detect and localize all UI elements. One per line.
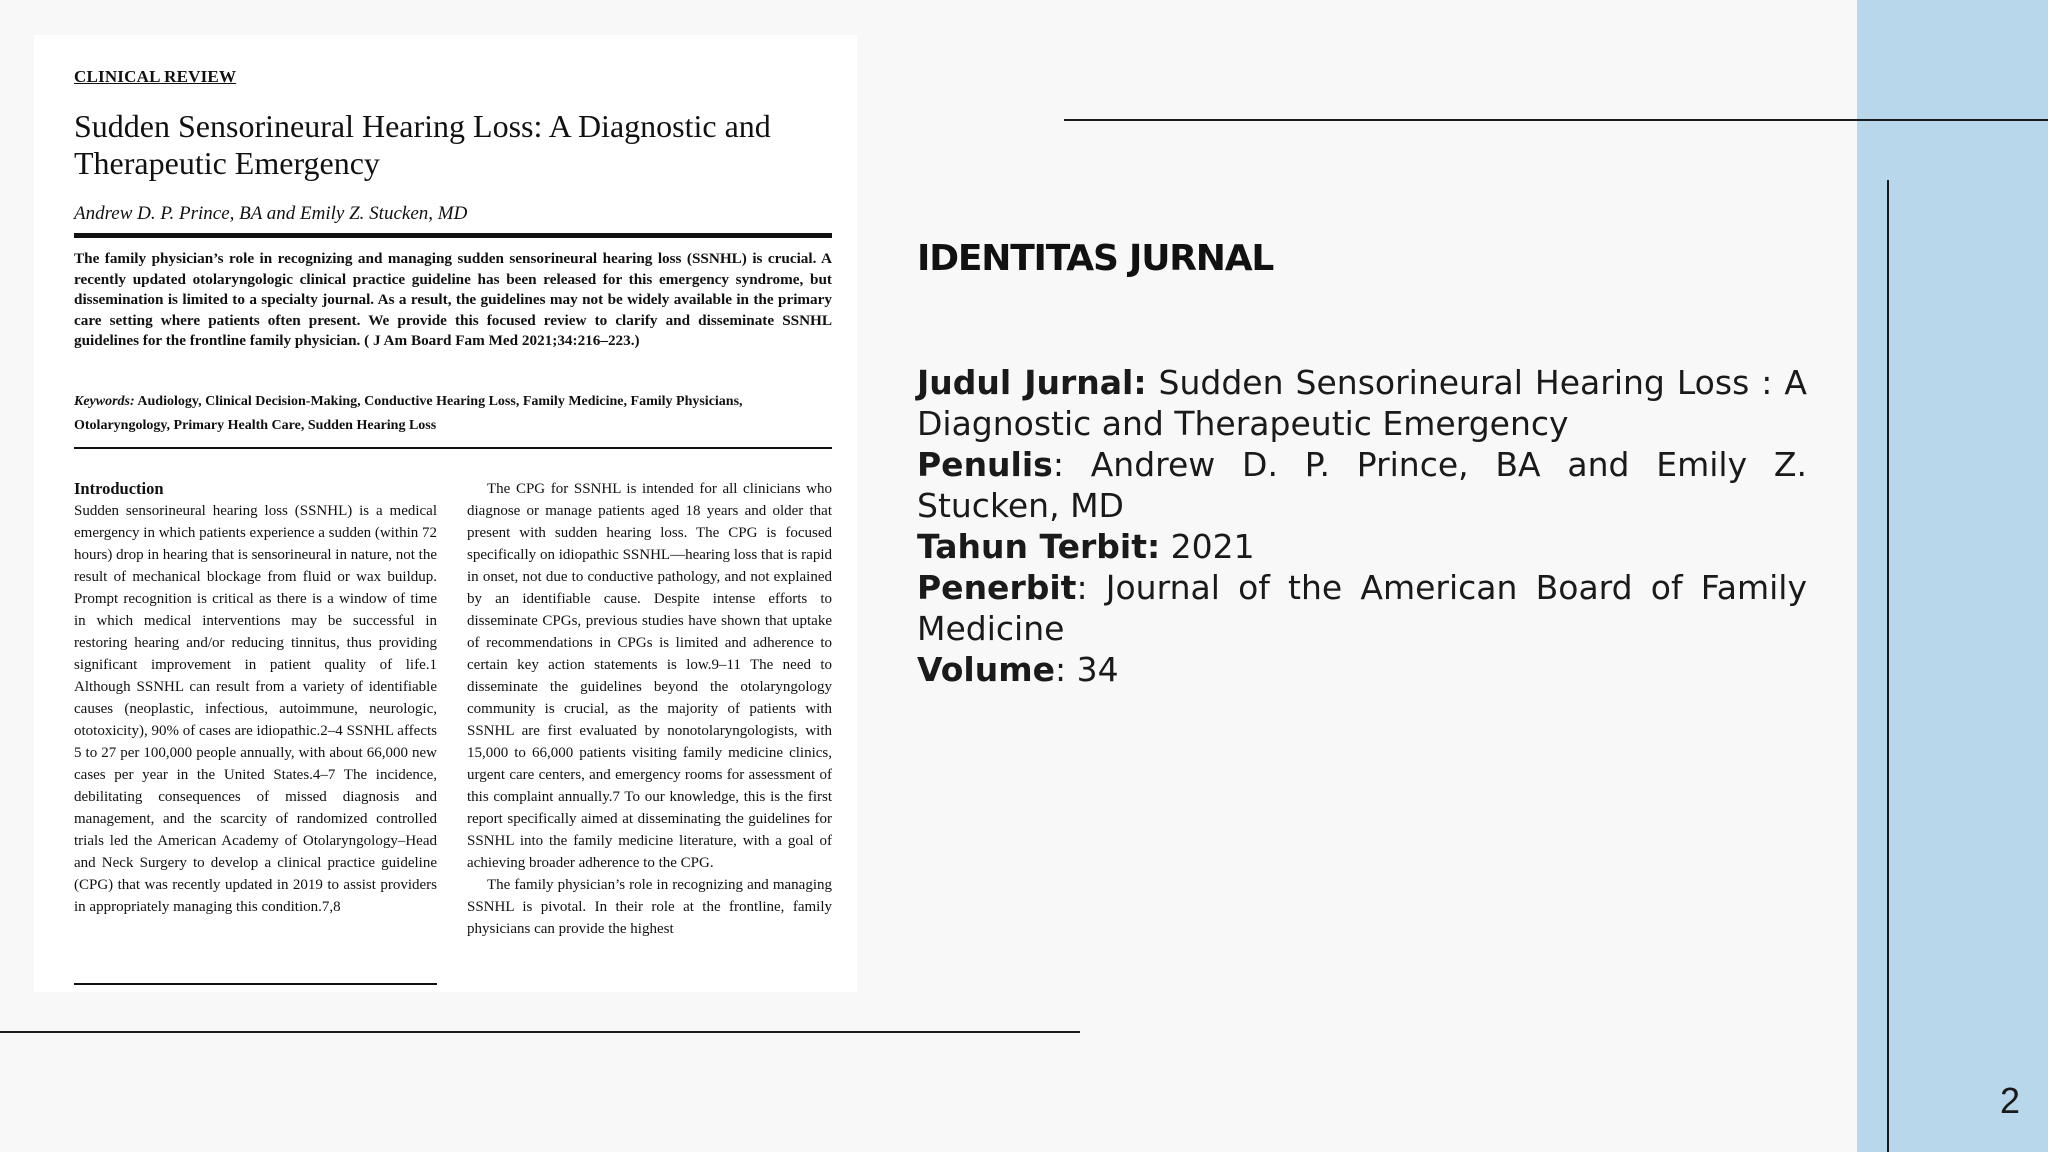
- identity-row-penulis: [917, 444, 1807, 526]
- penulis-value: : Andrew D. P. Prince, BA and Emily Z. Stucken, MD: [917, 445, 1807, 525]
- volume-value: : 34: [1054, 650, 1119, 689]
- keywords-label: Keywords:: [74, 394, 135, 409]
- introduction-heading: Introduction: [74, 479, 164, 498]
- journal-abstract: The family physician’s role in recognizing and managing sudden sensorineural hearing loss (SSNHL) is crucial. A recently updated otolaryngologic clinical practice guideline has been released for this emergency syndrome, but dissemination is limited to a specialty journal. As a result, the guidelines may not be widely available in the primary care setting where patients often present. We provide this focused review to clarify and disseminate SSNHL guidelines for the frontline family physician. ( J Am Board Fam Med 2021;34:216–223.): [74, 250, 832, 349]
- journal-right-column: [467, 478, 832, 940]
- tahun-value: 2021: [1160, 527, 1255, 566]
- journal-page-image: [34, 35, 857, 992]
- right-column-paragraph-1: The CPG for SSNHL is intended for all clinicians who diagnose or manage patients aged 18 years and older that present with sudden hearing loss. The CPG is focused specifically on idiopathic SSNHL—hearing loss that is rapid in onset, not due to conductive pathology, and not explained by an identifiable cause. Despite intense efforts to disseminate CPGs, previous studies have shown that uptake of recommendations in CPGs is limited and adherence to certain key action statements is low.9–11 The need to disseminate the guidelines beyond the otolaryngology community is crucial, as the majority of patients with SSNHL are first evaluated by nonotolaryngologists, with 15,000 to 66,000 patients visiting family medicine clinics, urgent care centers, and emergency rooms for assessment of this complaint annually.7 To our knowledge, this is the first report specifically aimed at disseminating the guidelines for SSNHL into the family medicine literature, with a goal of achieving broader adherence to the CPG.: [467, 481, 832, 871]
- judul-label: Judul Jurnal:: [917, 363, 1147, 402]
- top-divider-line: [1064, 119, 2048, 121]
- journal-article-authors: Andrew D. P. Prince, BA and Emily Z. Stucken, MD: [74, 203, 468, 224]
- bottom-divider-line: [0, 1031, 1080, 1033]
- identity-row-tahun: [917, 526, 1807, 567]
- introduction-paragraph: Sudden sensorineural hearing loss (SSNHL) is a medical emergency in which patients experience a sudden (within 72 hours) drop in hearing that is sensorineural in nature, not the result of mechanical blockage from fluid or wax buildup. Prompt recognition is critical as there is a window of time in which medical interventions may be successful in restoring hearing and/or reducing tinnitus, thus providing significant improvement in patient quality of life.1 Although SSNHL can result from a variety of identifiable causes (neoplastic, infectious, autoimmune, neurologic, ototoxicity), 90% of cases are idiopathic.2–4 SSNHL affects 5 to 27 per 100,000 people annually, with about 66,000 new cases per year in the United States.4–7 The incidence, debilitating consequences of missed diagnosis and management, and the scarcity of randomized controlled trials led the American Academy of Otolaryngology–Head and Neck Surgery to develop a clinical practice guideline (CPG) that was recently updated in 2019 to assist providers in appropriately managing this condition.7,8: [74, 503, 437, 915]
- journal-abstract-rule: [74, 447, 832, 449]
- journal-keywords: [74, 390, 832, 438]
- right-vertical-line: [1887, 180, 1889, 1152]
- identity-row-judul: [917, 362, 1807, 444]
- journal-article-title: Sudden Sensorineural Hearing Loss: A Diagnostic and Therapeutic Emergency: [74, 108, 771, 181]
- side-accent-panel: [1857, 0, 2048, 1152]
- journal-section-label: CLINICAL REVIEW: [74, 67, 237, 86]
- judul-value: Sudden Sensorineural Hearing Loss : A Diagnostic and Therapeutic Emergency: [917, 363, 1807, 443]
- tahun-label: Tahun Terbit:: [917, 527, 1161, 566]
- identity-row-volume: [917, 649, 1807, 690]
- right-column-paragraph-2: The family physician’s role in recognizing and managing SSNHL is pivotal. In their role at the frontline, family physicians can provide the highest: [467, 877, 832, 937]
- volume-label: Volume: [917, 650, 1055, 689]
- identity-details: [917, 362, 1807, 690]
- keywords-list: Audiology, Clinical Decision-Making, Conductive Hearing Loss, Family Medicine, Family Physicians, Otolaryngology, Primary Health Care, Sudden Hearing Loss: [74, 394, 743, 433]
- identity-row-penerbit: [917, 567, 1807, 649]
- identity-heading: IDENTITAS JURNAL: [917, 238, 1274, 279]
- penulis-label: Penulis: [917, 445, 1053, 484]
- penerbit-label: Penerbit: [917, 568, 1077, 607]
- journal-footnote-rule: [74, 983, 437, 985]
- journal-title-rule: [74, 233, 832, 238]
- journal-left-column: [74, 478, 437, 918]
- slide-page-number: 2: [1999, 1080, 2020, 1121]
- penerbit-value: : Journal of the American Board of Family Medicine: [917, 568, 1807, 648]
